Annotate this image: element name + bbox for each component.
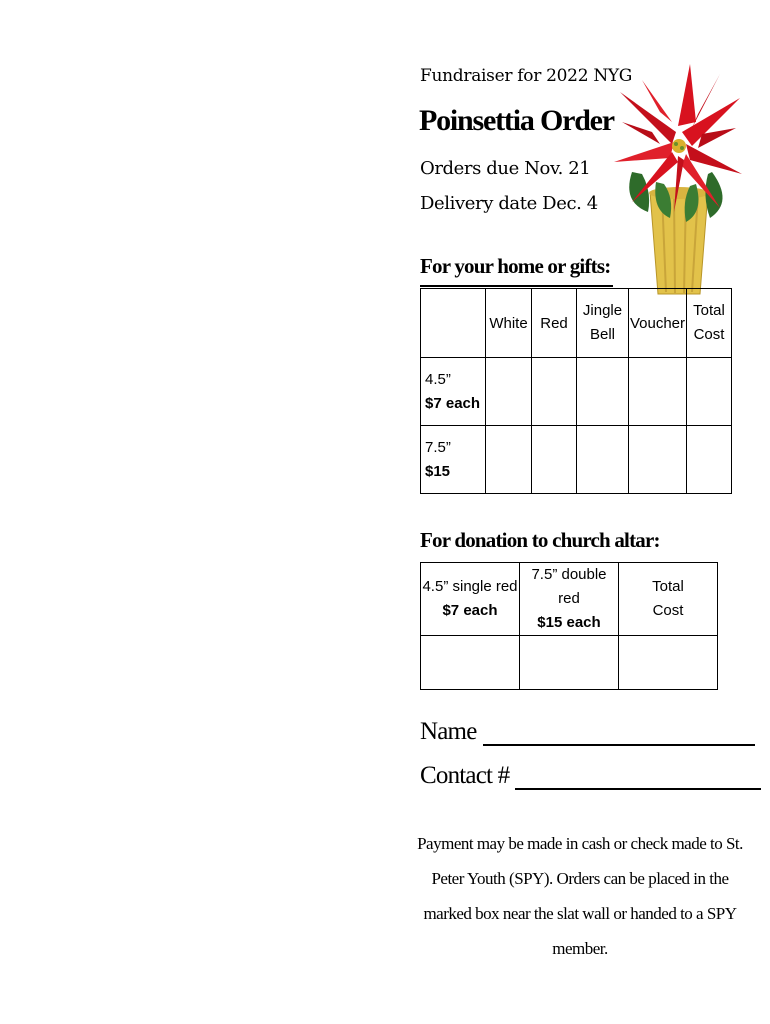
page-title: Poinsettia Order — [419, 104, 614, 137]
qty-cell[interactable] — [486, 426, 532, 494]
home-section-heading: For your home or gifts: — [420, 254, 611, 278]
header-jingle-bell: Jingle Bell — [577, 289, 629, 358]
row-label: 7.5” $15 — [421, 426, 486, 494]
donation-order-table — [420, 562, 718, 690]
delivery-date-text: Delivery date Dec. 4 — [420, 193, 598, 214]
qty-cell[interactable] — [629, 426, 687, 494]
poinsettia-plant-image — [612, 62, 744, 298]
header-double-red: 7.5” double red $15 each — [520, 563, 619, 636]
payment-note: Payment may be made in cash or check made to St. Peter Youth (SPY). Orders can be placed in the marked box near the slat wall or handed to a SPY member. — [417, 834, 743, 958]
row-label: 4.5” $7 each — [421, 358, 486, 426]
header-total-cost: Total Cost — [687, 289, 732, 358]
qty-cell[interactable] — [421, 636, 520, 690]
flyer-subtitle: Fundraiser for 2022 NYG — [420, 66, 633, 86]
name-label: Name — [420, 718, 477, 745]
corner-cell — [421, 289, 486, 358]
header-single-red: 4.5” single red $7 each — [421, 563, 520, 636]
header-total-cost: Total Cost — [619, 563, 718, 636]
name-field-row — [420, 718, 755, 746]
qty-cell[interactable] — [532, 358, 577, 426]
contact-label: Contact # — [420, 762, 510, 789]
qty-cell[interactable] — [520, 636, 619, 690]
contact-field[interactable] — [515, 762, 761, 790]
qty-cell[interactable] — [577, 426, 629, 494]
table-row — [421, 358, 732, 426]
qty-cell[interactable] — [629, 358, 687, 426]
header-red: Red — [532, 289, 577, 358]
header-white: White — [486, 289, 532, 358]
red-bract — [678, 64, 696, 126]
total-cell[interactable] — [619, 636, 718, 690]
home-order-table — [420, 288, 732, 494]
heading-underline — [420, 285, 613, 287]
table-row — [421, 426, 732, 494]
contact-field-row — [420, 762, 761, 790]
qty-cell[interactable] — [577, 358, 629, 426]
qty-cell[interactable] — [486, 358, 532, 426]
name-field[interactable] — [483, 718, 755, 746]
total-cell[interactable] — [687, 426, 732, 494]
orders-due-text: Orders due Nov. 21 — [420, 158, 591, 179]
donation-section-heading: For donation to church altar: — [420, 528, 660, 552]
total-cell[interactable] — [687, 358, 732, 426]
header-voucher: Voucher — [629, 289, 687, 358]
green-leaf — [629, 172, 649, 212]
table-row — [421, 636, 718, 690]
qty-cell[interactable] — [532, 426, 577, 494]
